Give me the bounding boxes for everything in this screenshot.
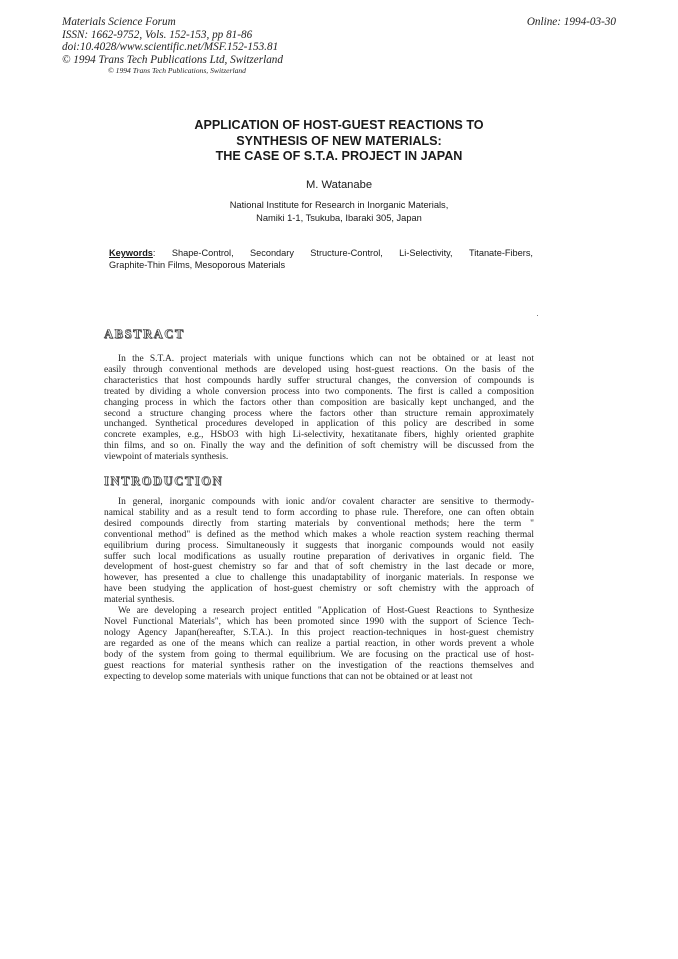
- affiliation-line: National Institute for Research in Inorganic Materials,: [229, 200, 449, 210]
- citation-block: [62, 16, 283, 66]
- text-line: have been studying the application of host-guest chemistry or soft chemistry with the approach of: [104, 584, 534, 595]
- text-line: body of the system from going to thermal equilibrium. We are focusing on the practical use of host-: [104, 649, 534, 660]
- copyright-small: © 1994 Trans Tech Publications, Switzerland: [108, 66, 246, 75]
- text-line: viewpoint of materials synthesis.: [104, 452, 229, 463]
- title-line: APPLICATION OF HOST-GUEST REACTIONS TO: [194, 118, 484, 132]
- scan-speck: [537, 315, 538, 316]
- text-line: treated by dividing a whole conversion process into two components. The first is called a composition: [104, 386, 534, 397]
- title-line: THE CASE OF S.T.A. PROJECT IN JAPAN: [215, 149, 463, 164]
- paper-title: [0, 118, 678, 165]
- text-line: Novel Functional Materials", which has been promoted since 1990 with the support of Science Tech-: [104, 616, 534, 627]
- keywords-colon: :: [152, 248, 156, 258]
- text-line: namical stability and as a result tend to form according to phase rule. Therefore, one can often obtain: [104, 507, 534, 518]
- text-line: changing process in which the factors other than composition are basically kept unchanged, and the: [104, 397, 534, 408]
- text-line: thin films, and so on. Finally the way and the definition of soft chemistry will be discussed from the: [104, 441, 534, 452]
- text-line: conventional method" is defined as the method which makes a whole reaction system reaching thermal: [104, 529, 534, 540]
- keywords-line: [109, 247, 533, 259]
- keyword: Structure-Control,: [310, 248, 383, 258]
- text-line: are regarded as one of the means which can realize a partial reaction, in other words prevent a whole: [104, 638, 534, 649]
- text-line: In general, inorganic compounds with ionic and/or covalent character are sensitive to thermody-: [118, 497, 534, 507]
- keyword: Shape-Control,: [171, 248, 234, 258]
- text-line: development of host-guest chemistry so far and that of soft chemistry in the last decade or more,: [104, 562, 534, 573]
- author-name: M. Watanabe: [305, 179, 373, 191]
- keyword: Secondary: [250, 248, 294, 258]
- text-line: second a structure changing process where the factors other than structure remain approximately: [104, 408, 534, 419]
- text-line: In the S.T.A. project materials with unique functions which can not be obtained or at least not: [118, 354, 534, 364]
- keyword: Titanate-Fibers,: [468, 248, 533, 258]
- text-line: suffer such local modifications as usually routine preparation of derivatives in organic field. The: [104, 551, 534, 562]
- online-date: Online: 1994-03-30: [526, 16, 616, 28]
- abstract-text: [104, 354, 534, 463]
- text-line: nology Agency Japan(hereafter, S.T.A.). In this project reaction-techniques in host-guest chemistry: [104, 627, 534, 638]
- text-line: concrete examples, e.g., HSbO3 with high Li-selectivity, hexatitanate fibers, highly oriented graphite: [104, 430, 534, 441]
- journal-name: Materials Science Forum: [62, 16, 176, 28]
- affiliation: [0, 199, 678, 224]
- text-line: equilibrium during process. Simultaneously it suggests that inorganic compounds would not easily: [104, 540, 534, 551]
- text-line: however, has presented a clue to challenge this unadaptability of inorganic materials. In response we: [104, 573, 534, 584]
- affiliation-line: Namiki 1-1, Tsukuba, Ibaraki 305, Japan: [256, 212, 422, 223]
- text-line: We are developing a research project entitled "Application of Host-Guest Reactions to Synthesize: [118, 606, 534, 617]
- keywords-block: [109, 247, 533, 272]
- text-line: unchanged. Synthetical procedures developed in application of this policy are described in some: [104, 419, 534, 430]
- text-line: desired compounds directly from starting materials by conventional methods; here the term ": [104, 518, 534, 529]
- issn-line: ISSN: 1662-9752, Vols. 152-153, pp 81-86: [62, 28, 253, 41]
- text-line: easily through conventional methods are developed using host-guest reactions. On the basis of the: [104, 364, 534, 375]
- keywords-label: Keywords: [109, 248, 153, 258]
- title-line: SYNTHESIS OF NEW MATERIALS:: [236, 133, 442, 148]
- copyright-line: © 1994 Trans Tech Publications Ltd, Switzerland: [62, 53, 283, 66]
- keywords-line: Graphite-Thin Films, Mesoporous Materials: [109, 260, 286, 271]
- introduction-heading: INTRODUCTION: [104, 474, 224, 488]
- keyword: Li-Selectivity,: [399, 248, 453, 258]
- doi-link[interactable]: doi:10.4028/www.scientific.net/MSF.152-153.81: [62, 41, 279, 54]
- text-line: guest reactions for material synthesis rather on the investigation of the reactions themselves and: [104, 660, 534, 671]
- text-line: characteristics that host compounds hardly suffer structural changes, the conversion of compounds is: [104, 375, 534, 386]
- text-line: material synthesis.: [104, 595, 175, 606]
- abstract-heading: ABSTRACT: [104, 327, 185, 341]
- introduction-text: [104, 497, 534, 682]
- text-line: expecting to develop some materials with unique functions that can not be obtained or at least not: [104, 671, 473, 682]
